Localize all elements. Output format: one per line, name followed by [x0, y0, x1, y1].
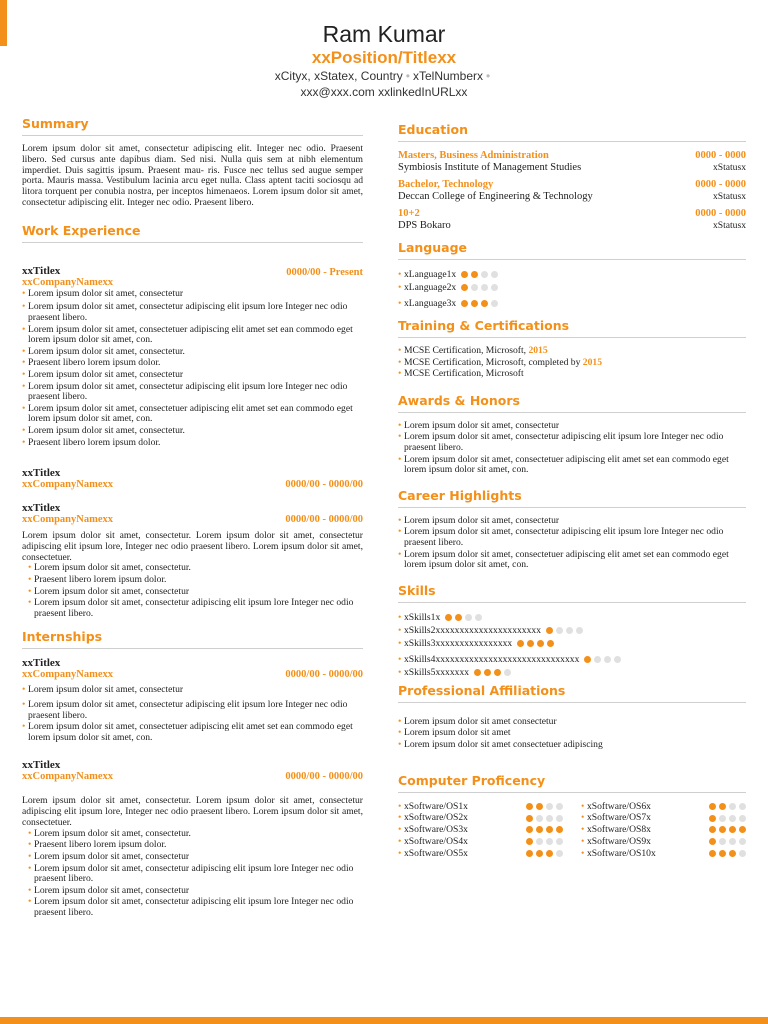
right-column — [398, 122, 746, 859]
skill-rating — [445, 614, 482, 621]
rating-dot — [526, 803, 533, 810]
job-description: Lorem ipsum dolor sit amet, consectetur. Lorem ipsum dolor sit amet, consectetur adipiscing elit ipsum lore, Integer nec odio praesent libero. Lorem ipsum dolor sit amet, consectetuer. — [22, 795, 363, 829]
language-item — [398, 297, 746, 310]
education-dates: 0000 - 0000 — [695, 179, 746, 190]
skill-label: • xSkills2xxxxxxxxxxxxxxxxxxxxxx — [398, 624, 541, 637]
job-title: xxTitlex — [22, 264, 61, 277]
bullet-item: • Lorem ipsum dolor sit amet, consectetur — [22, 685, 363, 696]
training-item — [398, 346, 746, 357]
rating-dot — [594, 656, 601, 663]
training-text: MCSE Certification, Microsoft — [404, 368, 524, 380]
language-label: • xLanguage3x — [398, 297, 456, 310]
language-list — [398, 268, 746, 310]
software-item — [581, 836, 746, 848]
job-dates: 0000/00 - 0000/00 — [285, 479, 363, 491]
software-label: • xSoftware/OS9x — [581, 836, 651, 848]
job-dates: 0000/00 - 0000/00 — [285, 771, 363, 783]
rating-dot — [461, 271, 468, 278]
bullet-item: • Lorem ipsum dolor sit amet, consectetur — [28, 587, 363, 598]
education-dates: 0000 - 0000 — [695, 208, 746, 219]
bullet-item: • Praesent libero lorem ipsum dolor. — [28, 575, 363, 586]
software-rating — [526, 838, 563, 845]
education-school: Symbiosis Institute of Management Studies — [398, 162, 582, 173]
software-item — [398, 848, 563, 860]
bullet-item: • Lorem ipsum dolor sit amet, consectetuer adipiscing elit amet set ean commodo eget lorem ipsum dolor sit amet, con. — [22, 404, 363, 425]
rating-dot — [537, 640, 544, 647]
bullet-item: • Lorem ipsum dolor sit amet consectetur — [398, 717, 746, 728]
rating-dot — [494, 669, 501, 676]
rating-dot — [546, 838, 553, 845]
rating-dot — [461, 300, 468, 307]
language-item — [398, 268, 746, 281]
contact-phone: xTelNumberx — [413, 69, 484, 83]
education-list — [398, 150, 746, 232]
bullet-item: • Lorem ipsum dolor sit amet, consectetur adipiscing elit ipsum lore Integer nec odio praesent libero. — [22, 302, 363, 323]
rating-dot — [556, 803, 563, 810]
section-title-internships: Internships — [22, 629, 363, 649]
bullet-item: • Lorem ipsum dolor sit amet, consectetuer adipiscing elit amet set ean commodo eget lorem ipsum dolor sit amet, con. — [398, 550, 746, 571]
rating-dot — [491, 271, 498, 278]
rating-dot — [709, 815, 716, 822]
education-dates: 0000 - 0000 — [695, 150, 746, 161]
rating-dot — [481, 300, 488, 307]
bullet-item: • Lorem ipsum dolor sit amet, consectetuer adipiscing elit amet set ean commodo eget lorem ipsum dolor sit amet, con. — [22, 325, 363, 346]
bullet-item: • Lorem ipsum dolor sit amet, consectetur — [398, 421, 746, 432]
education-status: xStatusx — [712, 191, 746, 202]
job-title: xxTitlex — [22, 759, 61, 772]
rating-dot — [526, 850, 533, 857]
work-entry — [22, 467, 363, 490]
rating-dot — [739, 815, 746, 822]
education-row — [398, 208, 746, 220]
rating-dot — [475, 614, 482, 621]
rating-dot — [471, 271, 478, 278]
education-school: DPS Bokaro — [398, 220, 451, 231]
bullet-item: • Lorem ipsum dolor sit amet, consectetur — [28, 852, 363, 863]
resume-header — [0, 20, 768, 100]
rating-dot — [719, 826, 726, 833]
bullet-item: • Lorem ipsum dolor sit amet, consectetur — [22, 289, 363, 300]
job-title: xxTitlex — [22, 467, 61, 480]
education-degree: 10+2 — [398, 208, 420, 219]
rating-dot — [719, 850, 726, 857]
rating-dot — [556, 627, 563, 634]
software-label: • xSoftware/OS7x — [581, 812, 651, 824]
bullet-item: • Lorem ipsum dolor sit amet, consectetur adipiscing elit ipsum lore Integer nec odio praesent libero. — [28, 864, 363, 885]
job-title: xxTitlex — [22, 502, 61, 515]
skill-label: • xSkills3xxxxxxxxxxxxxxxx — [398, 637, 512, 650]
software-rating — [526, 815, 563, 822]
bullet-item: • Praesent libero lorem ipsum dolor. — [22, 358, 363, 369]
contact-email-line: xxx@xxx.com xxlinkedInURLxx — [300, 85, 468, 99]
rating-dot — [536, 803, 543, 810]
work-entry — [22, 502, 363, 619]
software-label: • xSoftware/OS2x — [398, 812, 468, 824]
skill-label: • xSkills5xxxxxxx — [398, 666, 469, 679]
training-year: 2015 — [528, 345, 548, 356]
rating-dot — [547, 640, 554, 647]
education-row — [398, 179, 746, 191]
job-bullets — [22, 829, 363, 919]
rating-dot — [709, 826, 716, 833]
rating-dot — [536, 838, 543, 845]
rating-dot — [536, 826, 543, 833]
language-label: • xLanguage2x — [398, 281, 456, 294]
software-label: • xSoftware/OS1x — [398, 801, 468, 813]
education-degree: Masters, Business Administration — [398, 150, 549, 161]
rating-dot — [481, 284, 488, 291]
awards-list — [398, 421, 746, 476]
skill-label: • xSkills4xxxxxxxxxxxxxxxxxxxxxxxxxxxxxx — [398, 653, 579, 666]
rating-dot — [556, 815, 563, 822]
rating-dot — [491, 284, 498, 291]
rating-dot — [481, 271, 488, 278]
section-title-education: Education — [398, 122, 746, 142]
bullet-item: • Lorem ipsum dolor sit amet, consectetur adipiscing elit ipsum lore Integer nec odio praesent libero. — [398, 432, 746, 453]
language-rating — [461, 284, 498, 291]
software-item — [581, 848, 746, 860]
rating-dot — [474, 669, 481, 676]
skill-rating — [474, 669, 511, 676]
software-label: • xSoftware/OS8x — [581, 824, 651, 836]
rating-dot — [719, 838, 726, 845]
software-item — [398, 812, 563, 824]
skill-label: • xSkills1x — [398, 611, 440, 624]
training-text: MCSE Certification, Microsoft, completed by — [404, 356, 583, 368]
internship-entry — [22, 759, 363, 918]
rating-dot — [739, 838, 746, 845]
computer-proficiency-col-left — [398, 801, 563, 860]
job-dates: 0000/00 - 0000/00 — [285, 669, 363, 681]
section-title-skills: Skills — [398, 583, 746, 603]
skill-item — [398, 653, 746, 666]
rating-dot — [546, 815, 553, 822]
rating-dot — [461, 284, 468, 291]
rating-dot — [471, 300, 478, 307]
software-rating — [709, 838, 746, 845]
software-item — [581, 801, 746, 813]
rating-dot — [526, 826, 533, 833]
bullet-item: • Lorem ipsum dolor sit amet, consectetur adipiscing elit ipsum lore Integer nec odio praesent libero. — [22, 382, 363, 403]
section-title-career: Career Highlights — [398, 488, 746, 508]
rating-dot — [546, 803, 553, 810]
rating-dot — [584, 656, 591, 663]
rating-dot — [739, 803, 746, 810]
bullet-item: • Lorem ipsum dolor sit amet, consectetur adipiscing elit ipsum lore Integer nec odio praesent libero. — [28, 897, 363, 918]
software-label: • xSoftware/OS6x — [581, 801, 651, 813]
job-title: xxTitlex — [22, 657, 61, 670]
left-column — [22, 116, 363, 920]
education-row — [398, 220, 746, 232]
rating-dot — [484, 669, 491, 676]
education-row — [398, 191, 746, 203]
contact-location: xCityx, xStatex, Country — [274, 69, 403, 83]
candidate-position: xxPosition/Titlexx — [311, 48, 457, 67]
bullet-item: • Lorem ipsum dolor sit amet, consectetur. — [22, 347, 363, 358]
rating-dot — [719, 803, 726, 810]
rating-dot — [729, 826, 736, 833]
software-item — [398, 801, 563, 813]
training-item — [398, 358, 746, 369]
education-entry — [398, 179, 746, 203]
training-year: 2015 — [582, 356, 602, 368]
language-label: • xLanguage1x — [398, 268, 456, 281]
bullet-item: • Praesent libero lorem ipsum dolor. — [22, 438, 363, 449]
software-item — [398, 836, 563, 848]
separator-dot: • — [486, 69, 491, 83]
bullet-item: • Lorem ipsum dolor sit amet, consectetur — [28, 886, 363, 897]
software-label: • xSoftware/OS5x — [398, 848, 468, 860]
bullet-item: • Praesent libero lorem ipsum dolor. — [28, 840, 363, 851]
affiliations-list — [398, 717, 746, 751]
rating-dot — [719, 815, 726, 822]
section-title-affiliations: Professional Affiliations — [398, 683, 746, 703]
software-rating — [709, 850, 746, 857]
bullet-item: • Lorem ipsum dolor sit amet, consectetur. — [22, 426, 363, 437]
rating-dot — [604, 656, 611, 663]
section-title-summary: Summary — [22, 116, 363, 136]
rating-dot — [445, 614, 452, 621]
rating-dot — [491, 300, 498, 307]
education-school: Deccan College of Engineering & Technology — [398, 191, 593, 202]
training-text: MCSE Certification, Microsoft, — [404, 345, 529, 356]
job-dates: 0000/00 - Present — [286, 266, 363, 278]
bullet-item: • Lorem ipsum dolor sit amet, consectetur adipiscing elit ipsum lore Integer nec odio praesent libero. — [22, 700, 363, 721]
rating-dot — [546, 627, 553, 634]
software-item — [398, 824, 563, 836]
computer-proficiency-col-right — [581, 801, 746, 860]
bullet-item: • Lorem ipsum dolor sit amet — [398, 728, 746, 739]
rating-dot — [576, 627, 583, 634]
section-title-work: Work Experience — [22, 223, 363, 243]
software-rating — [526, 803, 563, 810]
rating-dot — [614, 656, 621, 663]
bullet-item: • Lorem ipsum dolor sit amet, consectetur adipiscing elit ipsum lore Integer nec odio praesent libero. — [398, 527, 746, 548]
section-title-training: Training & Certifications — [398, 318, 746, 338]
rating-dot — [546, 826, 553, 833]
job-dates: 0000/00 - 0000/00 — [285, 514, 363, 526]
summary-text: Lorem ipsum dolor sit amet, consectetur adipiscing elit. Integer nec odio. Praesent libero. Sed cursus ante dapibus diam. Sed nisi. Nulla quis sem at nibh elementum imperdiet. Duis sagittis ipsum. Praesent mau- ris. Fusce nec tellus sed augue semper porta. Mauris massa. Vestibulum lacinia arcu eget nulla. Class aptent taciti sociosqu ad litora torquent per conubia nostra, per inceptos himenaeos. Lorem ipsum dolor sit amet, consectetur adipiscing elit. Integer nec odio. Praesent libero. — [22, 143, 363, 208]
rating-dot — [556, 850, 563, 857]
software-rating — [709, 815, 746, 822]
bullet-item: • Lorem ipsum dolor sit amet consectetuer adipiscing — [398, 740, 746, 751]
skill-item — [398, 624, 746, 637]
rating-dot — [566, 627, 573, 634]
rating-dot — [729, 815, 736, 822]
bullet-item: • Lorem ipsum dolor sit amet, consectetuer adipiscing elit amet set ean commodo eget lorem ipsum dolor sit amet, con. — [398, 455, 746, 476]
rating-dot — [536, 850, 543, 857]
language-rating — [461, 271, 498, 278]
internship-entry — [22, 657, 363, 743]
contact-line — [0, 68, 768, 84]
software-item — [581, 812, 746, 824]
software-rating — [526, 826, 563, 833]
software-label: • xSoftware/OS10x — [581, 848, 656, 860]
bullet-item: • Lorem ipsum dolor sit amet, consectetur — [398, 516, 746, 527]
separator-dot: • — [405, 69, 410, 83]
computer-proficiency-grid — [398, 801, 746, 860]
software-rating — [709, 803, 746, 810]
software-rating — [526, 850, 563, 857]
rating-dot — [556, 838, 563, 845]
job-company: xxCompanyNamexx — [22, 276, 113, 288]
job-company: xxCompanyNamexx — [22, 669, 113, 681]
language-rating — [461, 300, 498, 307]
bullet-item: • Lorem ipsum dolor sit amet, consectetur adipiscing elit ipsum lore Integer nec odio praesent libero. — [28, 598, 363, 619]
language-item — [398, 281, 746, 294]
job-bullets — [22, 563, 363, 619]
rating-dot — [709, 803, 716, 810]
job-company: xxCompanyNamexx — [22, 479, 113, 491]
candidate-name: Ram Kumar — [322, 21, 446, 47]
skill-rating — [584, 656, 621, 663]
skills-list — [398, 611, 746, 679]
skill-item — [398, 637, 746, 650]
rating-dot — [536, 815, 543, 822]
education-status: xStatusx — [712, 162, 746, 173]
skill-item — [398, 666, 746, 679]
section-title-awards: Awards & Honors — [398, 393, 746, 413]
rating-dot — [471, 284, 478, 291]
rating-dot — [729, 838, 736, 845]
software-item — [581, 824, 746, 836]
skill-rating — [546, 627, 583, 634]
education-row — [398, 150, 746, 162]
job-bullets — [22, 289, 363, 448]
software-rating — [709, 826, 746, 833]
software-label: • xSoftware/OS3x — [398, 824, 468, 836]
career-list — [398, 516, 746, 571]
rating-dot — [729, 803, 736, 810]
work-entry — [22, 265, 363, 448]
rating-dot — [739, 850, 746, 857]
job-company: xxCompanyNamexx — [22, 514, 113, 526]
bullet-item: • Lorem ipsum dolor sit amet, consectetur. — [28, 829, 363, 840]
rating-dot — [709, 850, 716, 857]
education-degree: Bachelor, Technology — [398, 179, 494, 190]
training-item — [398, 369, 746, 380]
rating-dot — [455, 614, 462, 621]
skill-rating — [517, 640, 554, 647]
rating-dot — [517, 640, 524, 647]
job-description: Lorem ipsum dolor sit amet, consectetur. Lorem ipsum dolor sit amet, consectetur adipiscing elit ipsum lore, Integer nec odio praesent libero. Lorem ipsum dolor sit amet, consectetuer. — [22, 530, 363, 563]
education-entry — [398, 208, 746, 232]
rating-dot — [504, 669, 511, 676]
rating-dot — [526, 838, 533, 845]
section-title-language: Language — [398, 240, 746, 260]
training-list — [398, 346, 746, 380]
education-row — [398, 162, 746, 174]
rating-dot — [546, 850, 553, 857]
bottom-accent-bar — [0, 1017, 768, 1024]
education-entry — [398, 150, 746, 174]
rating-dot — [729, 850, 736, 857]
bullet-item: • Lorem ipsum dolor sit amet, consectetur. — [28, 563, 363, 574]
job-company: xxCompanyNamexx — [22, 771, 113, 783]
rating-dot — [527, 640, 534, 647]
rating-dot — [526, 815, 533, 822]
software-label: • xSoftware/OS4x — [398, 836, 468, 848]
job-bullets — [22, 685, 363, 743]
rating-dot — [465, 614, 472, 621]
education-status: xStatusx — [712, 220, 746, 231]
rating-dot — [739, 826, 746, 833]
rating-dot — [709, 838, 716, 845]
section-title-computer: Computer Proficency — [398, 773, 746, 793]
skill-item — [398, 611, 746, 624]
bullet-item: • Lorem ipsum dolor sit amet, consectetur — [22, 370, 363, 381]
rating-dot — [556, 826, 563, 833]
bullet-item: • Lorem ipsum dolor sit amet, consectetuer adipiscing elit amet set ean commodo eget lorem ipsum dolor sit amet, con. — [22, 722, 363, 743]
